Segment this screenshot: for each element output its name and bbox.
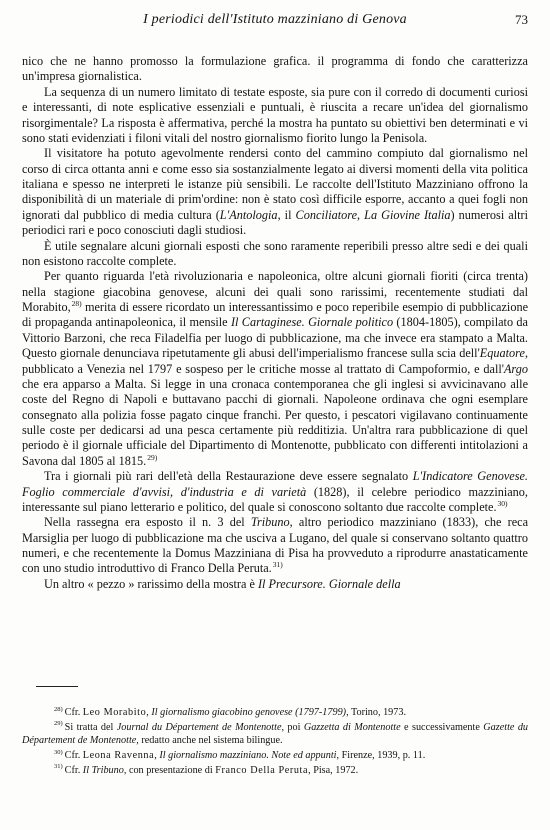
running-title: I periodici dell'Istituto mazziniano di Genova bbox=[143, 12, 407, 27]
footnote-number: 29) bbox=[54, 720, 63, 728]
paragraph-3 bbox=[22, 146, 528, 238]
footnote-text: Cfr. bbox=[64, 764, 83, 776]
footnote-ref-30: 30) bbox=[497, 498, 508, 508]
footnote-title: Journal du Département de Montenotte bbox=[116, 721, 282, 733]
footnote-number: 28) bbox=[54, 705, 63, 713]
paragraph-3-text-c: , bbox=[357, 207, 365, 222]
footnote-text: , bbox=[154, 750, 160, 762]
footnote-number: 30) bbox=[54, 748, 63, 756]
paragraph-8-text-a: Un altro « pezzo » rarissimo della mostra è bbox=[44, 576, 258, 591]
paragraph-7 bbox=[22, 515, 528, 577]
paragraph-6-text-b: (1828), il celebre periodico mazziniano, interessante sul piano letterario e politico, del quale si conoscono soltanto due raccolte complete. bbox=[22, 484, 528, 514]
footnote-text: , con presentazione di bbox=[123, 764, 216, 776]
paragraph-2: La sequenza di un numero limitato di testate esposte, sia pure con il corredo di documenti curiosi e interessanti, di note esplicative essenziali e puntuali, è riuscita a recare un'idea del giornalismo risorgimentale? La risposta è affermativa, perché la mostra ha puntato su obiettivi ben determinati e vi sono stati evidenziati i filoni vitali del nostro giornalismo fiorito lungo la Penisola. bbox=[22, 84, 528, 145]
footnote-text: , Pisa, 1972. bbox=[308, 764, 359, 776]
footnote-text: Cfr. bbox=[64, 707, 83, 718]
footnote-author: Leona Ravenna bbox=[82, 750, 155, 762]
paragraph-5 bbox=[22, 269, 528, 469]
paragraph-3-text-d: ) numerosi altri periodici rari e poco conosciuti dagli studiosi. bbox=[22, 207, 528, 238]
footnote-text: , bbox=[146, 707, 152, 718]
paragraph-7-text-b: , altro periodico mazziniano (1833), che reca Marsiglia per luogo di pubblicazione ma che usciva a Lugano, del quale si conservano soltanto quattro numeri, e che recentemente la Domus Mazziniana di Pisa ha provveduto a riprodurre anastaticamente con uno studio introduttivo di Franco Della Peruta. bbox=[22, 515, 529, 576]
title-cartaginese: Il Cartaginese. Giornale politico bbox=[230, 315, 394, 330]
paragraph-5-text-a: Per quanto riguarda l'età rivoluzionaria e napoleonica, oltre alcuni giornali fioriti (circa trenta) nella stagione giacobina genovese, alcuni dei quali sono rarissimi, recentemente studiati dal Morabito, bbox=[22, 269, 528, 314]
footnote-text: , Firenze, 1939, p. 11. bbox=[336, 750, 426, 762]
footnote-30 bbox=[22, 749, 528, 763]
title-indicatore-genovese: L'Indicatore Genovese. Foglio commerciale d'avvisi, d'industria e di varietà bbox=[22, 469, 528, 499]
footnote-ref-31: 31) bbox=[272, 560, 283, 570]
paragraph-5-text-c: (1804-1805), compilato da Vittorio Barzoni, che reca Filadelfia per luogo di pubblicazione, ma che invece era stampato a Malta. Questo giornale denunciava ripetutamente gli abusi dell'imperialismo francese sulla scia dell' bbox=[22, 315, 528, 361]
footnote-29 bbox=[22, 721, 528, 748]
title-antologia: L'Antologia bbox=[219, 207, 278, 222]
footnote-ref-29: 29) bbox=[147, 452, 158, 462]
footnote-title: Il giornalismo mazziniano. Note ed appunti bbox=[159, 750, 337, 762]
paragraph-6-text-a: Tra i giornali più rari dell'età della Restaurazione deve essere segnalato bbox=[44, 469, 413, 484]
title-precursore: Il Precursore. Giornale della bbox=[257, 576, 401, 591]
footnote-title: Il giornalismo giacobino genovese (1797-1799) bbox=[151, 707, 347, 718]
title-giovine-italia: La Giovine Italia bbox=[364, 207, 451, 222]
paragraph-3-text-b: , il bbox=[277, 207, 296, 222]
paragraph-6 bbox=[22, 469, 528, 515]
footnote-title: Il Tribuno bbox=[82, 764, 124, 776]
title-tribuno: Tribuno bbox=[250, 515, 290, 530]
paragraph-8 bbox=[22, 577, 528, 592]
footnote-title: Gazette du Département de Montenotte bbox=[22, 721, 529, 747]
footnote-author: Leo Morabito bbox=[82, 707, 147, 718]
paragraph-5-text-e: che era apparso a Malta. Si legge in una cronaca contemporanea che gli inglesi si avvicinavano alle coste del Regno di Napoli e buttavano pacchi di giornali. Napoleone ordinava che ogni esemplare consegnato alla polizia fosse pagato cinque franchi. Per questo, i pescatori vigilavano continuamente sulle coste per dedicarsi ad una pesca certamente più redditizia. Un'altra rara pubblicazione di quel periodo è il giornale ufficiale del Dipartimento di Montenotte, pubblicato con differenti intitolazioni a Savona dal 1805 al 1815. bbox=[22, 376, 528, 468]
paragraph-5-text-d: , pubblicato a Venezia nel 1797 e sospeso per le critiche mosse al trattato di Campoformio, e dall' bbox=[22, 346, 528, 376]
paragraph-3-text-a: Il visitatore ha potuto agevolmente rendersi conto del cammino compiuto dal giornalismo nel corso di circa ottanta anni e come esso sia sostanzialmente legato ai diversi momenti della vita politica italiana e spesso ne interpreti le istanze più sensibili. Le raccolte dell'Istituto Mazziniano offrono la disponibilità di un materiale di prim'ordine: non è stato così difficile esporre, accanto a quei fogli non ignorati dal pubblico di media cultura ( bbox=[22, 146, 528, 222]
title-conciliatore: Conciliatore bbox=[295, 207, 358, 222]
footnote-28 bbox=[22, 706, 528, 720]
footnote-text: , poi bbox=[281, 721, 304, 733]
paragraph-4: È utile segnalare alcuni giornali esposti che sono raramente reperibili presso altre sedi e dei quali non esistono raccolte complete. bbox=[22, 238, 528, 268]
footnote-text: e successivamente bbox=[400, 721, 484, 733]
page-number: 73 bbox=[515, 12, 528, 27]
paragraph-7-text-a: Nella rassegna era esposto il n. 3 del bbox=[44, 515, 251, 530]
body-text bbox=[22, 54, 528, 592]
footnote-text: Cfr. bbox=[64, 750, 83, 762]
footnote-text: , Torino, 1973. bbox=[346, 707, 407, 718]
footnote-title: Gazzetta di Montenotte bbox=[303, 721, 401, 733]
footnote-text: , redatto anche nel sistema bilingue. bbox=[136, 735, 283, 747]
footnote-text: Si tratta del bbox=[64, 721, 117, 733]
paragraph-1: nico che ne hanno promosso la formulazione grafica. il programma di fondo che caratterizza un'impresa giornalistica. bbox=[22, 54, 528, 84]
footnote-number: 31) bbox=[54, 763, 63, 771]
page-header bbox=[22, 12, 528, 32]
footnote-31 bbox=[22, 764, 528, 778]
title-equatore: Equatore bbox=[479, 346, 525, 361]
title-argo: Argo bbox=[503, 361, 528, 376]
footnote-separator-rule bbox=[36, 686, 78, 687]
footnotes bbox=[22, 706, 528, 778]
paragraph-5-text-b: merita di essere ricordato un interessantissimo e poco reperibile esempio di pubblicazione di propaganda antinapoleonica, il mensile bbox=[22, 300, 528, 330]
footnote-author: Franco Della Peruta bbox=[215, 764, 309, 776]
footnote-ref-28: 28) bbox=[71, 298, 82, 308]
